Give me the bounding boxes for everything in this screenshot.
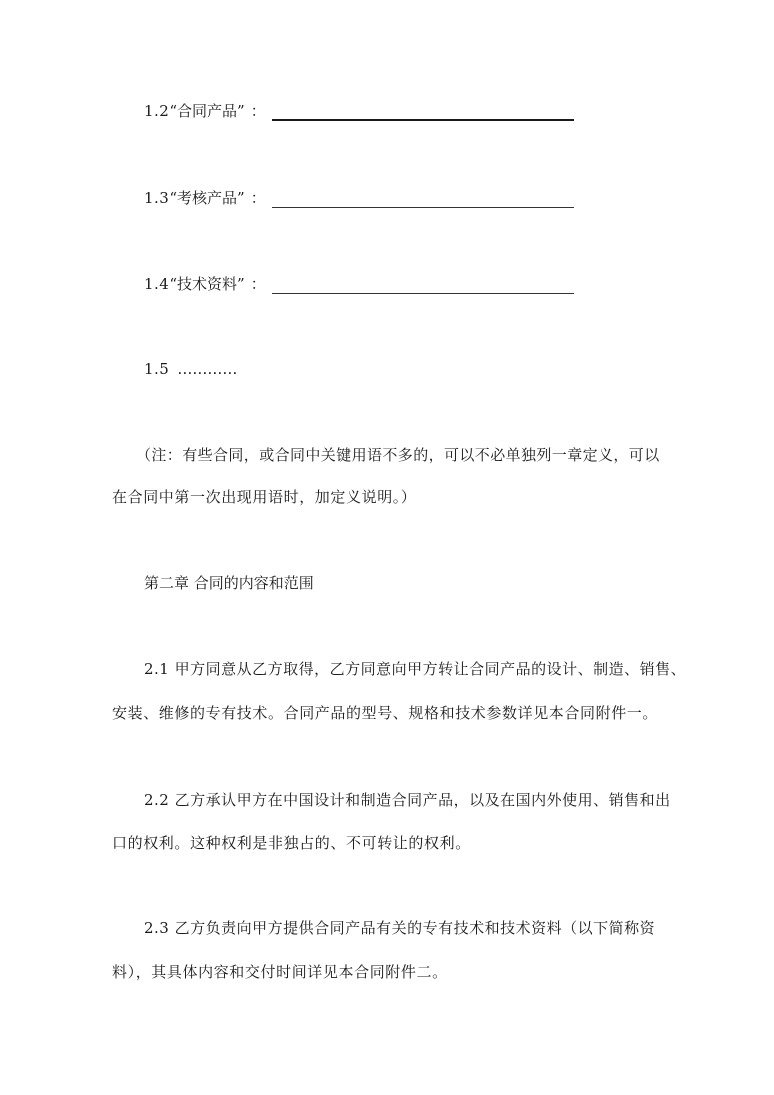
definition-1-5	[144, 359, 237, 379]
definition-colon: ：	[250, 102, 266, 120]
definition-blank-line	[272, 279, 574, 294]
clause-2-3-line-2: 料），其具体内容和交付时间详见本合同附件二。	[112, 963, 448, 981]
definition-term: “技术资料”	[169, 275, 245, 293]
definition-number: 1.5	[144, 360, 170, 378]
note-line-1: （注：有些合同，或合同中关键用语不多的，可以不必单独列一章定义，可以	[136, 446, 660, 464]
clause-2-1-line-2: 安装、维修的专有技术。合同产品的型号、规格和技术参数详见本合同附件一。	[112, 704, 659, 722]
note-line-2: 在合同中第一次出现用语时，加定义说明。）	[112, 488, 417, 506]
clause-2-2-line-1: 2.2 乙方承认甲方在中国设计和制造合同产品，以及在国内外使用、销售和出	[144, 791, 671, 809]
definition-term: “合同产品”	[169, 102, 245, 120]
clause-2-3-line-1: 2.3 乙方负责向甲方提供合同产品有关的专有技术和技术资料（以下简称资	[144, 919, 656, 937]
definition-blank-line	[272, 193, 574, 208]
definition-ellipsis: …………	[177, 360, 238, 378]
clause-2-2-line-2: 口的权利。这种权利是非独占的、不可转让的权利。	[112, 834, 471, 852]
definition-1-4	[144, 274, 574, 294]
definition-1-3	[144, 188, 574, 208]
definition-1-2	[144, 101, 574, 121]
definition-number: 1.4	[144, 275, 170, 293]
definition-term: “考核产品”	[169, 189, 245, 207]
chapter-title: 第二章 合同的内容和范围	[144, 574, 314, 592]
definition-number: 1.2	[144, 102, 170, 120]
definition-number: 1.3	[144, 189, 170, 207]
definition-colon: ：	[250, 189, 266, 207]
definition-blank-line	[272, 105, 574, 121]
definition-colon: ：	[250, 275, 266, 293]
clause-2-1-line-1: 2.1 甲方同意从乙方取得，乙方同意向甲方转让合同产品的设计、制造、销售、	[144, 660, 687, 678]
